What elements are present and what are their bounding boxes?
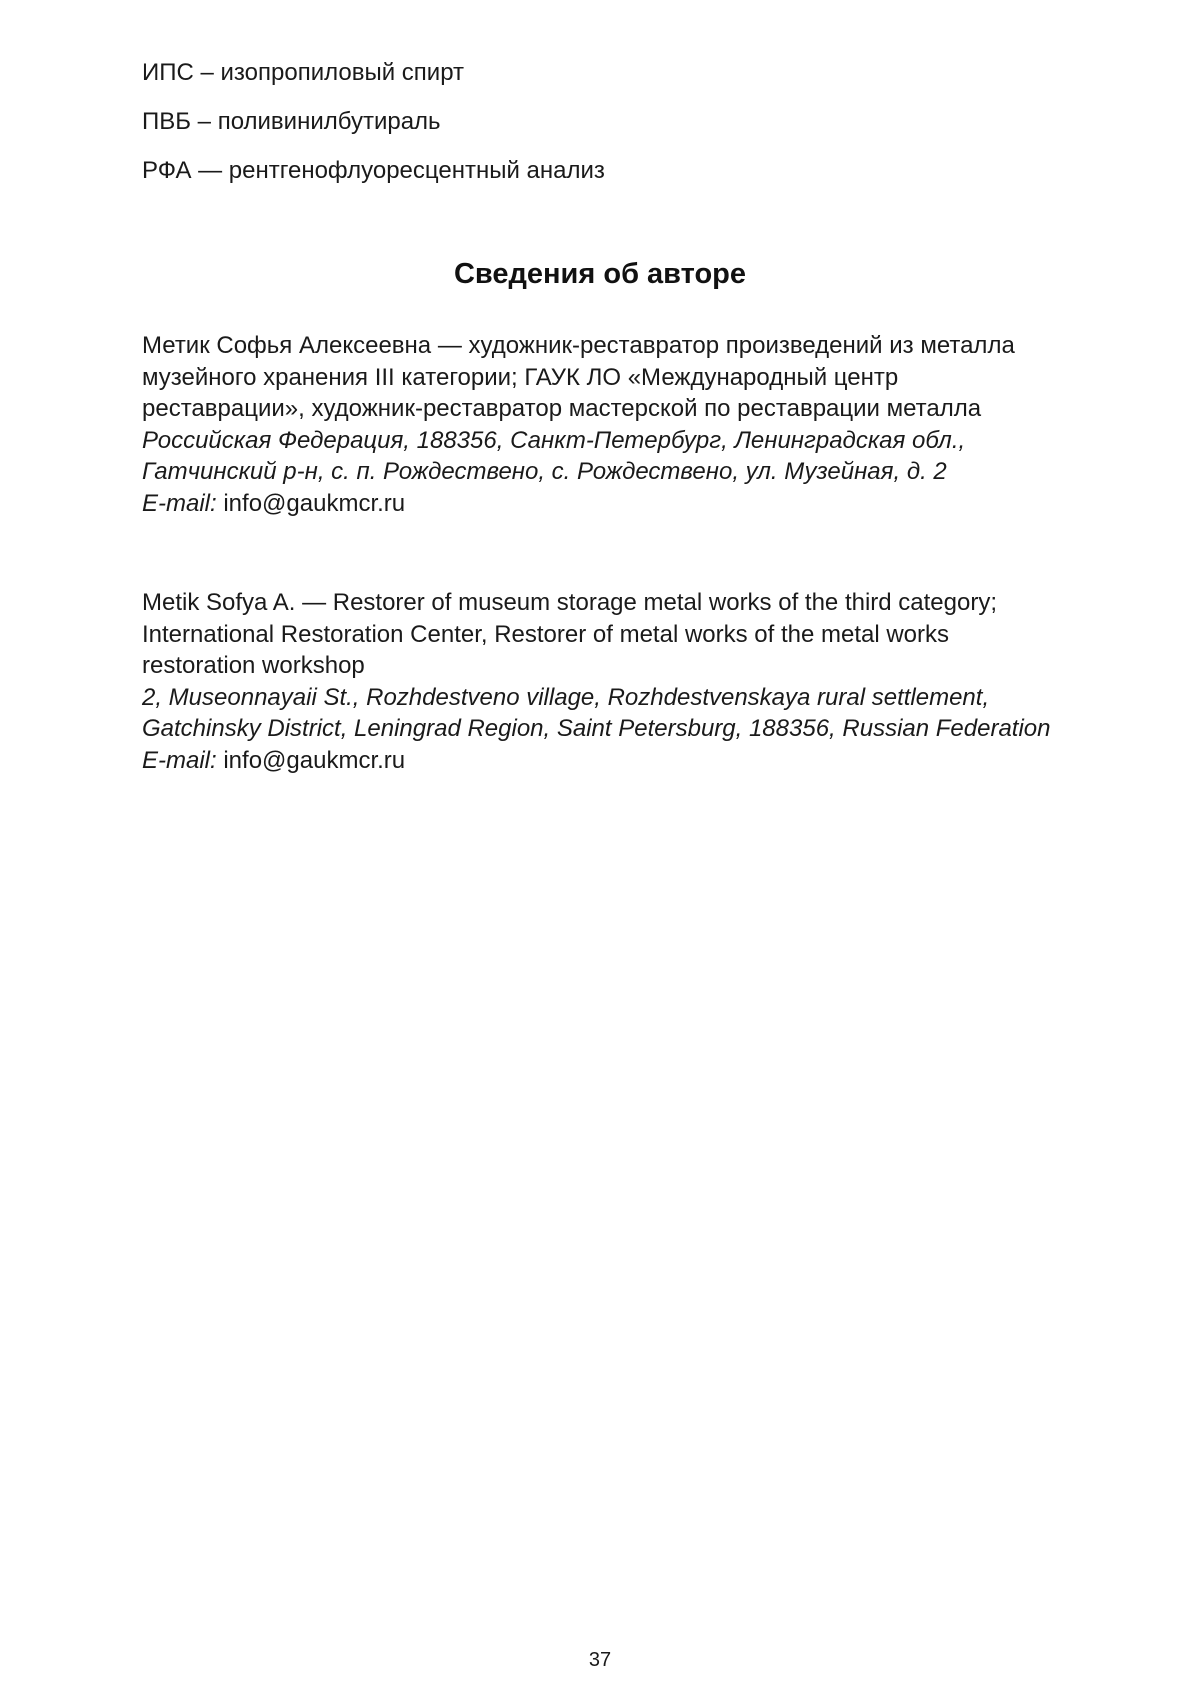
author-description-line: Metik Sofya A. — Restorer of museum storage metal works of the third category;	[142, 589, 998, 616]
author-description-line: Метик Софья Алексеевна — художник-реставратор произведений из металла	[142, 332, 1015, 359]
author-address-line: Гатчинский р-н, с. п. Рождествено, с. Рождествено, ул. Музейная, д. 2	[142, 458, 947, 485]
author-description-line: музейного хранения III категории; ГАУК ЛО «Международный центр	[142, 363, 899, 391]
author-description-line: restoration workshop	[142, 652, 365, 679]
author-email-line	[142, 745, 1142, 777]
author-description-line: реставрации», художник-реставратор мастерской по реставрации металла	[142, 395, 982, 422]
page-number: 37	[588, 1649, 612, 1671]
abbreviation-list	[142, 58, 1102, 205]
author-info-ru	[142, 330, 1142, 519]
author-info-en	[142, 587, 1142, 776]
author-address-line: Gatchinsky District, Leningrad Region, Saint Petersburg, 188356, Russian Federation	[142, 715, 1051, 742]
section-title: Сведения об авторе	[453, 258, 746, 290]
email-address: info@gaukmcr.ru	[223, 746, 406, 774]
abbreviation-item: ИПС – изопропиловый спирт	[142, 59, 465, 86]
author-email-line	[142, 488, 1142, 520]
author-description-line: International Restoration Center, Restorer of metal works of the metal works	[142, 620, 950, 648]
author-address-line: Российская Федерация, 188356, Санкт-Петербург, Ленинградская обл.,	[142, 426, 966, 454]
email-label: E-mail:	[142, 489, 217, 517]
email-address: info@gaukmcr.ru	[223, 489, 406, 517]
abbreviation-item: ПВБ – поливинилбутираль	[142, 108, 441, 135]
author-address-line: 2, Museonnayaii St., Rozhdestveno village, Rozhdestvenskaya rural settlement,	[142, 683, 990, 711]
email-label: E-mail:	[142, 746, 217, 774]
abbreviation-item: РФА — рентгенофлуоресцентный анализ	[142, 157, 605, 184]
